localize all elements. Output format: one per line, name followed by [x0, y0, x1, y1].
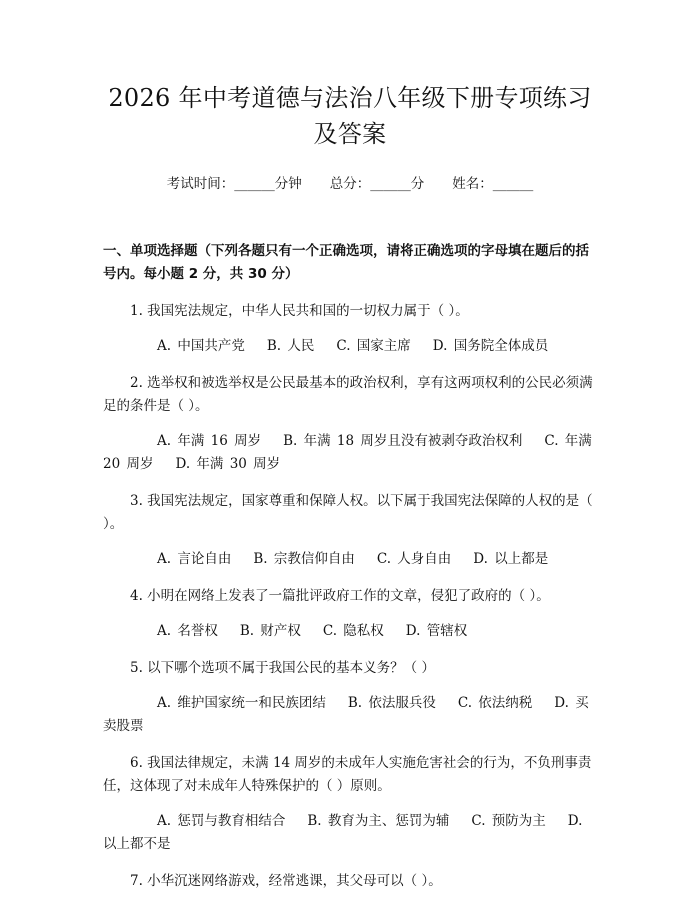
option-choice: C. 国家主席 [336, 338, 411, 354]
option-choice: B. 财产权 [239, 623, 301, 639]
section-heading: 一、单项选择题（下列各题只有一个正确选项，请将正确选项的字母填在题后的括号内。每小题 2 分，共 30 分） [103, 243, 589, 282]
question-stem: 3. 我国宪法规定，国家尊重和保障人权。以下属于我国宪法保障的人权的是（ ）。 [103, 493, 593, 532]
option-choice: A. 维护国家统一和民族团结 [157, 695, 326, 711]
option-choice: C. 隐私权 [322, 623, 384, 639]
name-label: 姓名：______ [452, 176, 534, 192]
question-stem: 2. 选举权和被选举权是公民最基本的政治权利，享有这两项权利的公民必须满足的条件是（ ）。 [103, 375, 593, 414]
option-choice: C. 年满 20 周岁 [103, 433, 592, 472]
option-choice: B. 依法服兵役 [347, 695, 436, 711]
question-options [103, 548, 597, 571]
question-list [103, 300, 597, 893]
question-options [103, 620, 597, 643]
question-stem: 6. 我国法律规定，未满 14 周岁的未成年人实施危害社会的行为，不负刑事责任，这体现了对未成年人特殊保护的（ ）原则。 [103, 755, 592, 794]
question-stem: 7. 小华沉迷网络游戏，经常逃课，其父母可以（ ）。 [130, 873, 442, 889]
option-choice: D. 年满 30 周岁 [175, 456, 281, 472]
option-choice: C. 依法纳税 [457, 695, 533, 711]
option-choice: D. 以上都是 [473, 551, 549, 567]
option-choice: D. 买卖股票 [103, 695, 589, 734]
option-choice: C. 人身自由 [376, 551, 452, 567]
option-choice: B. 教育为主、惩罚为辅 [307, 813, 450, 829]
option-choice: A. 言论自由 [157, 551, 232, 567]
question-stem: 1. 我国宪法规定，中华人民共和国的一切权力属于（ ）。 [130, 303, 469, 319]
question-options [103, 430, 597, 476]
option-choice: A. 惩罚与教育相结合 [157, 813, 286, 829]
total-score-label: 总分：______分 [329, 176, 425, 192]
option-choice: D. 管辖权 [405, 623, 468, 639]
question-options [103, 692, 597, 738]
question-stem: 4. 小明在网络上发表了一篇批评政府工作的文章，侵犯了政府的（ ）。 [130, 588, 550, 604]
option-choice: C. 预防为主 [471, 813, 546, 829]
question-stem: 5. 以下哪个选项不属于我国公民的基本义务？（ ） [130, 660, 435, 676]
option-choice: B. 宗教信仰自由 [253, 551, 355, 567]
option-choice: A. 中国共产党 [157, 338, 245, 354]
option-choice: B. 人民 [266, 338, 315, 354]
question-options [103, 810, 597, 856]
document-title: 2026 年中考道德与法治八年级下册专项练习及答案 [108, 84, 592, 148]
option-choice: A. 名誉权 [157, 623, 218, 639]
option-choice: D. 国务院全体成员 [432, 338, 549, 354]
option-choice: B. 年满 18 周岁且没有被剥夺政治权利 [283, 433, 523, 449]
exam-time-label: 考试时间：______分钟 [166, 176, 302, 192]
option-choice: A. 年满 16 周岁 [157, 433, 262, 449]
exam-info-line [103, 174, 597, 194]
question-options [103, 335, 597, 358]
option-choice: D. 以上都不是 [103, 813, 583, 852]
